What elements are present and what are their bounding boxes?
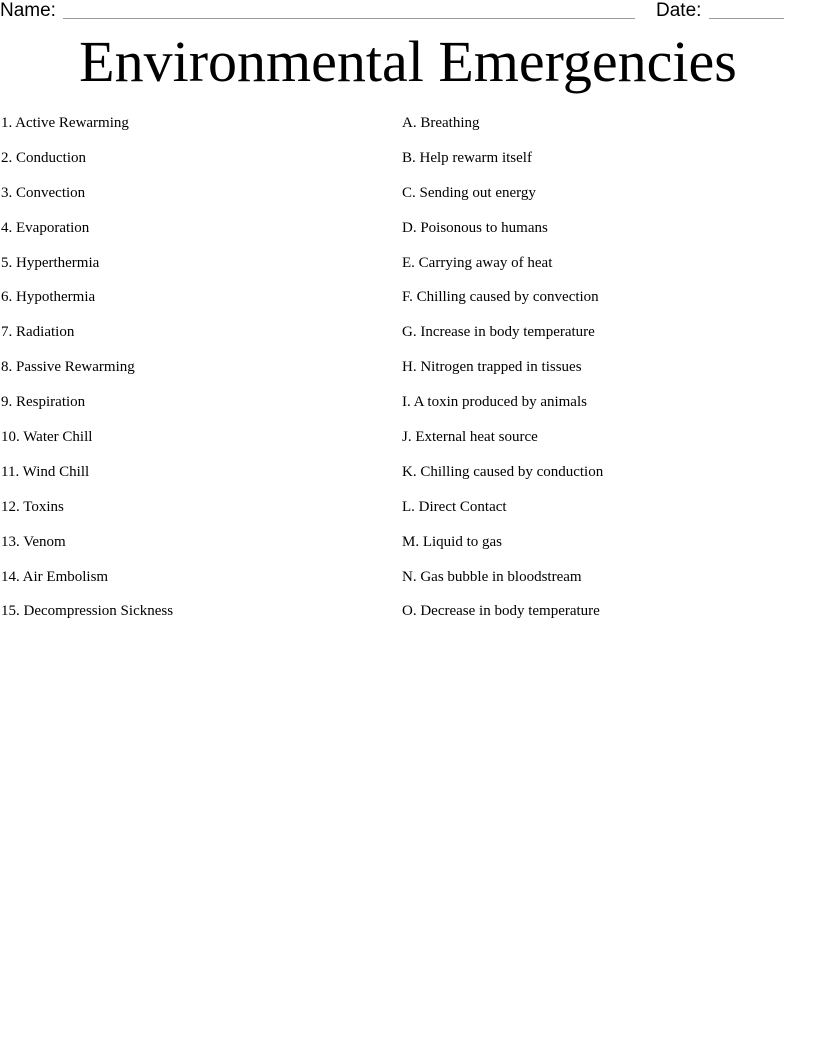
definition-item: E. Carrying away of heat — [402, 254, 553, 271]
definition-item: D. Poisonous to humans — [402, 219, 548, 236]
definition-item: K. Chilling caused by conduction — [402, 463, 604, 480]
term-item: 14. Air Embolism — [1, 568, 109, 585]
term-item: 5. Hyperthermia — [1, 254, 100, 271]
term-item: 10. Water Chill — [1, 429, 93, 446]
definition-item: H. Nitrogen trapped in tissues — [402, 359, 582, 376]
definition-item: G. Increase in body temperature — [402, 324, 595, 341]
date-label: Date: — [656, 0, 702, 21]
term-item: 7. Radiation — [1, 324, 75, 341]
name-label: Name: — [0, 0, 56, 21]
term-item: 9. Respiration — [1, 394, 86, 411]
term-item: 12. Toxins — [1, 498, 64, 515]
term-item: 13. Venom — [1, 533, 66, 550]
definitions-list — [402, 114, 802, 637]
definition-item: O. Decrease in body temperature — [402, 603, 600, 620]
name-blank-line[interactable] — [63, 18, 635, 19]
term-item: 2. Conduction — [1, 149, 86, 166]
term-item: 6. Hypothermia — [1, 289, 96, 306]
definition-item: A. Breathing — [402, 115, 480, 131]
definition-item: L. Direct Contact — [402, 498, 507, 515]
definition-item: F. Chilling caused by convection — [402, 289, 599, 306]
term-item: 8. Passive Rewarming — [1, 359, 135, 376]
page-title: Environmental Emergencies — [79, 29, 737, 94]
term-item: 11. Wind Chill — [1, 463, 90, 480]
worksheet-header — [0, 0, 816, 24]
terms-list — [1, 114, 391, 637]
term-item: 3. Convection — [1, 184, 86, 201]
definition-item: C. Sending out energy — [402, 184, 536, 201]
definition-item: B. Help rewarm itself — [402, 149, 532, 166]
definition-item: I. A toxin produced by animals — [402, 394, 587, 411]
definition-item: J. External heat source — [402, 429, 538, 446]
definition-item: N. Gas bubble in bloodstream — [402, 568, 582, 585]
term-item: 4. Evaporation — [1, 219, 90, 236]
term-item: 1. Active Rewarming — [1, 115, 129, 131]
term-item: 15. Decompression Sickness — [1, 603, 174, 620]
date-blank-line[interactable] — [709, 18, 784, 19]
definition-item: M. Liquid to gas — [402, 533, 502, 550]
